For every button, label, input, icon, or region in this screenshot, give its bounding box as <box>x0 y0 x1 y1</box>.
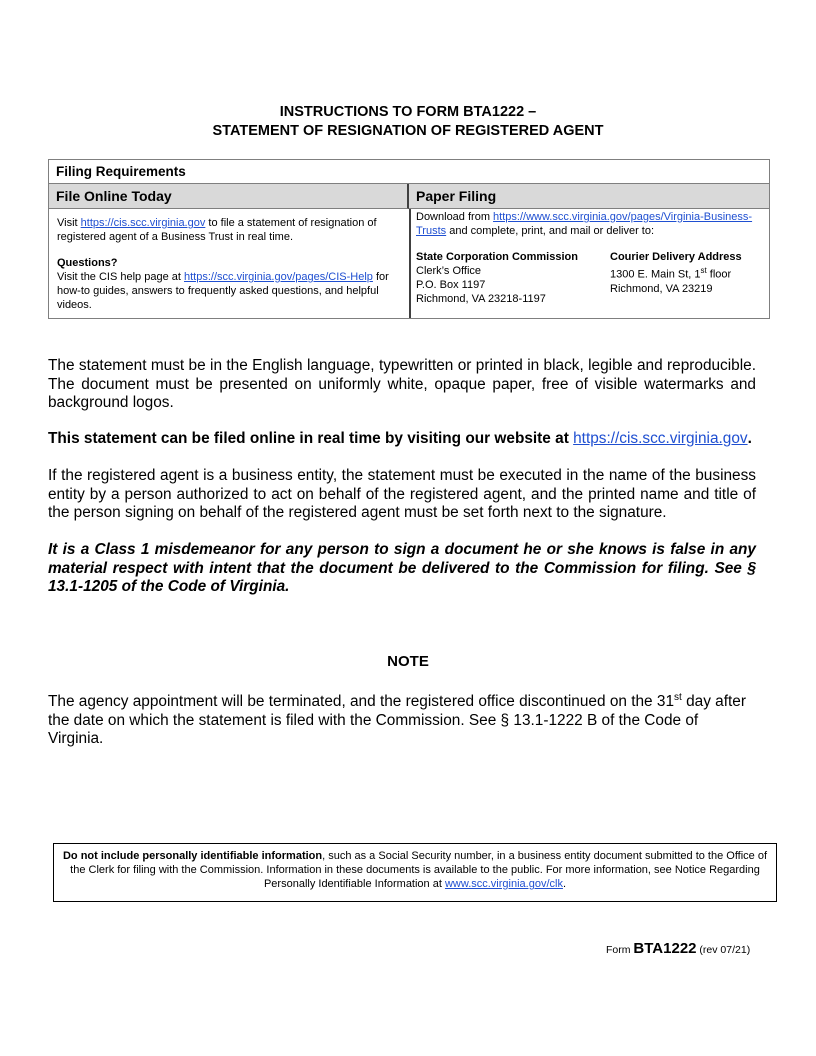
questions-label: Questions? <box>57 257 118 269</box>
courier-address <box>610 250 760 306</box>
cis-website-link[interactable]: https://cis.scc.virginia.gov <box>573 430 748 447</box>
form-identifier: Form BTA1222 (rev 07/21) <box>606 940 751 957</box>
mailing-address <box>416 250 610 306</box>
filing-requirements-table <box>48 159 770 319</box>
mail-line: Richmond, VA 23218-1197 <box>416 293 546 305</box>
courier-line: Richmond, VA 23219 <box>610 282 713 295</box>
courier-line: 1300 E. Main St, 1st floor <box>610 266 732 281</box>
address-block <box>416 250 766 306</box>
misdemeanor-warning: It is a Class 1 misdemeanor for any person to sign a document he or she knows is false in any material respect with intent that the document be delivered to the Commission for filing. See § 13.1-1205 of the Code of Virginia. <box>48 541 756 595</box>
mail-line: P.O. Box 1197 <box>416 279 486 291</box>
visit-text: Visit https://cis.scc.virginia.gov to file a statement of resignation of registered agent of a Business Trust in real time. <box>57 217 377 243</box>
business-entity-paragraph: If the registered agent is a business entity, the statement must be executed in the name of the business entity by a person authorized to act on behalf of the registered agent, and the printed name and title of the person signing on behalf of the registered agent must be set forth next to the signature. <box>48 467 756 521</box>
column-divider <box>409 209 411 318</box>
title-line-1: INSTRUCTIONS TO FORM BTA1222 – <box>279 104 537 120</box>
courier-heading: Courier Delivery Address <box>610 251 742 263</box>
title-line-2: STATEMENT OF RESIGNATION OF REGISTERED AGENT <box>212 123 604 139</box>
note-paragraph: The agency appointment will be terminated, and the registered office discontinued on the 31st day after the date on which the statement is filed with the Commission. See § 13.1-1222 B of the Code of Virginia. <box>48 692 746 748</box>
paper-filing-heading: Paper Filing <box>409 184 769 209</box>
note-heading: NOTE <box>387 653 429 670</box>
filing-requirements-header: Filing Requirements <box>49 160 769 184</box>
clerk-link[interactable]: www.scc.virginia.gov/clk <box>444 878 563 890</box>
file-online-cell <box>57 209 402 312</box>
file-online-heading: File Online Today <box>49 184 409 209</box>
pii-notice-box: Do not include personally identifiable information, such as a Social Security number, in a business entity document submitted to the Office of the Clerk for filing with the Commission. Information in these documents is available to the public. For more information, see Notice Regarding Personally Identifiable Information at www.scc.virginia.gov/clk. <box>53 843 777 902</box>
pii-bold-text: Do not include personally identifiable information <box>62 850 323 862</box>
english-requirement-paragraph: The statement must be in the English language, typewritten or printed in black, legible and reproducible. The document must be presented on uniformly white, opaque paper, free of visible watermarks and background logos. <box>48 357 756 411</box>
page-title <box>0 103 816 141</box>
mail-line: Clerk’s Office <box>416 265 482 277</box>
mail-heading: State Corporation Commission <box>416 251 578 263</box>
online-filing-paragraph: This statement can be filed online in real time by visiting our website at https://cis.scc.virginia.gov. <box>48 430 752 447</box>
cis-link[interactable]: https://cis.scc.virginia.gov <box>80 217 206 229</box>
cis-help-link[interactable]: https://scc.virginia.gov/pages/CIS-Help <box>184 271 373 283</box>
business-trusts-link[interactable]: https://www.scc.virginia.gov/pages/Virginia-Business-Trusts <box>416 211 753 237</box>
download-text: Download from https://www.scc.virginia.gov/pages/Virginia-Business-Trusts and complete, print, and mail or deliver to: <box>416 211 753 237</box>
paper-filing-cell <box>416 209 766 306</box>
help-text: Visit the CIS help page at https://scc.virginia.gov/pages/CIS-Help for how-to guides, answers to frequently asked questions, and helpful videos. <box>57 271 389 311</box>
